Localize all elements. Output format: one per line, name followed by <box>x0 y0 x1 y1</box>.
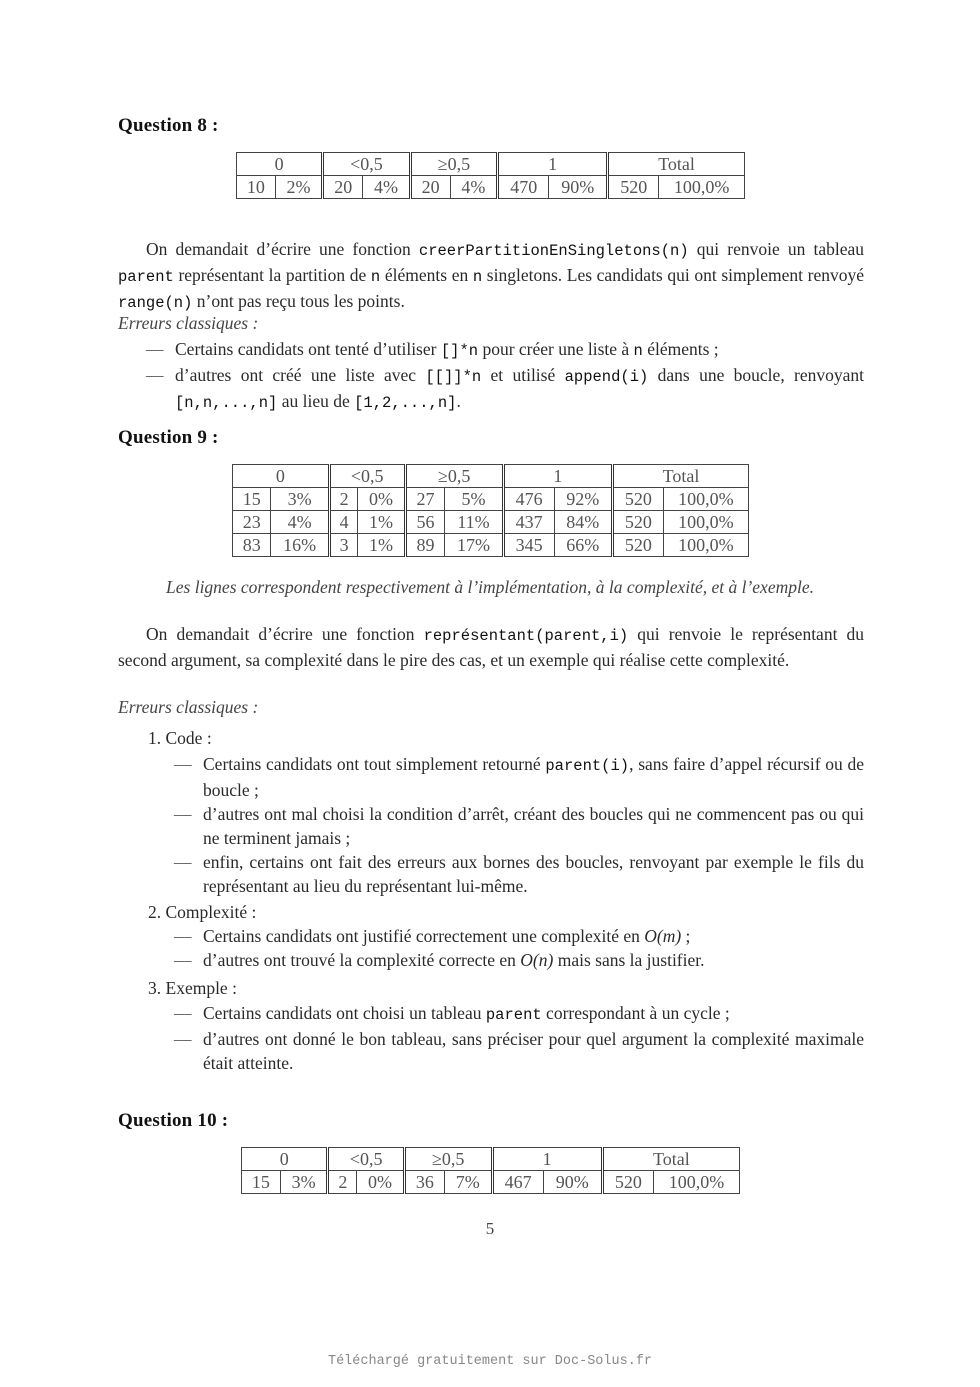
dash-bullet: — <box>174 804 192 824</box>
q10-score-table <box>241 1147 740 1194</box>
table-cell: 17% <box>445 534 503 557</box>
dash-bullet: — <box>174 754 192 774</box>
text: qui renvoie le représentant du second argument, sa complexité dans le pire des cas, et un exemple qui réalise cette complexité. <box>118 624 864 670</box>
table-cell: 100,0% <box>663 534 748 557</box>
enum-label-code: 1. Code : <box>148 728 212 748</box>
table-cell: 3% <box>271 488 329 511</box>
table-cell: 476 <box>503 488 554 511</box>
q8-errors-label: Erreurs classiques : <box>118 313 259 333</box>
table-cell: 520 <box>602 1171 653 1194</box>
dash-bullet: — <box>174 950 192 970</box>
dash-bullet: — <box>174 852 192 872</box>
code: range(n) <box>118 294 193 312</box>
header-cell: 1 <box>503 465 612 488</box>
q9-code-error-list <box>174 752 864 898</box>
table-cell: 3 <box>329 534 358 557</box>
table-cell: 15 <box>233 488 271 511</box>
table-cell: 467 <box>492 1171 543 1194</box>
table-cell: 4% <box>450 176 497 199</box>
list-item: — d’autres ont créé une liste avec [[]]*n et utilisé append(i) dans une boucle, renvoyant [n,n,...,n] au lieu de [1,2,...,n]. <box>146 365 864 412</box>
header-cell: ≥0,5 <box>405 465 503 488</box>
table-cell: 520 <box>608 176 659 199</box>
table-cell: 520 <box>612 534 663 557</box>
text: On demandait d’écrire une fonction <box>146 624 424 644</box>
question-8-title: Question 8 : <box>118 115 219 136</box>
dash-bullet: — <box>174 1029 192 1049</box>
question-10-title: Question 10 : <box>118 1110 229 1131</box>
table-row <box>233 488 749 511</box>
header-cell: Total <box>608 153 745 176</box>
footer-watermark: Téléchargé gratuitement sur Doc-Solus.fr <box>327 1354 653 1369</box>
table-cell: 56 <box>405 511 445 534</box>
code: creerPartitionEnSingletons(n) <box>418 242 689 260</box>
table-cell: 2 <box>329 488 358 511</box>
table-row <box>242 1171 740 1194</box>
q9-example-error-list <box>174 1001 864 1075</box>
table-cell: 83 <box>233 534 271 557</box>
text: n’ont pas reçu tous les points. <box>192 291 405 311</box>
list-item: — d’autres ont donné le bon tableau, sans préciser pour quel argument la complexité maximale était atteinte. <box>174 1029 864 1073</box>
list-item: — d’autres ont mal choisi la condition d’arrêt, créant des boucles qui ne commencent pas ou qui ne terminent jamais ; <box>174 804 864 848</box>
q8-error-list <box>146 337 864 415</box>
table-cell: 100,0% <box>659 176 745 199</box>
enum-label-exemple: 3. Exemple : <box>148 978 237 998</box>
header-cell: ≥0,5 <box>410 153 497 176</box>
text: éléments en <box>380 265 473 285</box>
q9-table-caption: Les lignes correspondent respectivement à l’implémentation, à la complexité, et à l’exemple. <box>166 577 814 597</box>
q8-paragraph <box>118 237 864 315</box>
table-header-row <box>242 1148 740 1171</box>
header-cell: <0,5 <box>329 465 405 488</box>
text: singletons. Les candidats qui ont simplement renvoyé <box>482 265 865 285</box>
table-cell: 437 <box>503 511 554 534</box>
table-cell: 7% <box>444 1171 492 1194</box>
header-cell: 0 <box>242 1148 328 1171</box>
q9-paragraph <box>118 622 864 672</box>
table-cell: 0% <box>357 1171 405 1194</box>
text: On demandait d’écrire une fonction <box>146 239 419 259</box>
table-cell: 15 <box>242 1171 281 1194</box>
table-cell: 10 <box>237 176 276 199</box>
text: qui renvoie un tableau <box>688 239 864 259</box>
list-item: — d’autres ont trouvé la complexité correcte en O(n) mais sans la justifier. <box>174 950 705 970</box>
page-number: 5 <box>485 1219 495 1238</box>
table-cell: 89 <box>405 534 445 557</box>
table-cell: 100,0% <box>663 488 748 511</box>
header-cell: <0,5 <box>328 1148 404 1171</box>
table-cell: 66% <box>554 534 612 557</box>
table-cell: 11% <box>445 511 503 534</box>
code: représentant(parent,i) <box>423 627 629 645</box>
header-cell: ≥0,5 <box>404 1148 492 1171</box>
list-item: — Certains candidats ont tout simplement retourné parent(i), sans faire d’appel récursif ou de boucle ; <box>174 754 865 800</box>
table-cell: 4% <box>271 511 329 534</box>
table-cell: 2 <box>328 1171 357 1194</box>
header-cell: 0 <box>233 465 330 488</box>
question-9-title: Question 9 : <box>118 427 219 448</box>
table-cell: 92% <box>554 488 612 511</box>
table-cell: 84% <box>554 511 612 534</box>
q8-score-table <box>236 152 745 199</box>
table-cell: 520 <box>612 488 663 511</box>
table-cell: 4 <box>329 511 358 534</box>
table-row <box>237 176 745 199</box>
table-cell: 470 <box>498 176 549 199</box>
code: parent <box>118 268 174 286</box>
header-cell: Total <box>612 465 748 488</box>
list-item: — Certains candidats ont tenté d’utiliser []*n pour créer une liste à n éléments ; <box>146 339 719 360</box>
header-cell: 1 <box>498 153 608 176</box>
table-cell: 100,0% <box>663 511 748 534</box>
table-cell: 3% <box>280 1171 328 1194</box>
table-cell: 27 <box>405 488 445 511</box>
table-cell: 5% <box>445 488 503 511</box>
dash-bullet: — <box>174 926 192 946</box>
table-header-row <box>237 153 745 176</box>
header-cell: 0 <box>237 153 323 176</box>
table-row <box>233 511 749 534</box>
list-item: — Certains candidats ont choisi un tableau parent correspondant à un cycle ; <box>174 1003 730 1024</box>
header-cell: 1 <box>492 1148 602 1171</box>
table-row <box>233 534 749 557</box>
table-cell: 2% <box>275 176 322 199</box>
table-cell: 100,0% <box>654 1171 740 1194</box>
table-cell: 1% <box>358 511 405 534</box>
dash-bullet: — <box>146 339 164 359</box>
table-cell: 20 <box>410 176 450 199</box>
code: n <box>472 268 483 286</box>
table-cell: 4% <box>363 176 410 199</box>
header-cell: <0,5 <box>323 153 410 176</box>
table-cell: 0% <box>358 488 405 511</box>
q9-score-table <box>232 464 749 557</box>
code: n <box>370 268 381 286</box>
list-item: — enfin, certains ont fait des erreurs aux bornes des boucles, renvoyant par exemple le fils du représentant au lieu du représentant lui-même. <box>174 852 864 896</box>
table-cell: 90% <box>549 176 608 199</box>
table-cell: 90% <box>543 1171 602 1194</box>
dash-bullet: — <box>174 1003 192 1023</box>
q9-errors-label: Erreurs classiques : <box>118 697 259 717</box>
table-cell: 36 <box>404 1171 444 1194</box>
table-cell: 16% <box>271 534 329 557</box>
table-cell: 345 <box>503 534 554 557</box>
table-cell: 520 <box>612 511 663 534</box>
list-item: — Certains candidats ont justifié correctement une complexité en O(m) ; <box>174 926 691 946</box>
text: représentant la partition de <box>173 265 371 285</box>
table-cell: 23 <box>233 511 271 534</box>
q9-complexity-error-list <box>174 924 864 972</box>
header-cell: Total <box>602 1148 739 1171</box>
dash-bullet: — <box>146 365 164 385</box>
table-cell: 20 <box>323 176 363 199</box>
table-cell: 1% <box>358 534 405 557</box>
table-header-row <box>233 465 749 488</box>
enum-label-complexite: 2. Complexité : <box>148 902 257 922</box>
